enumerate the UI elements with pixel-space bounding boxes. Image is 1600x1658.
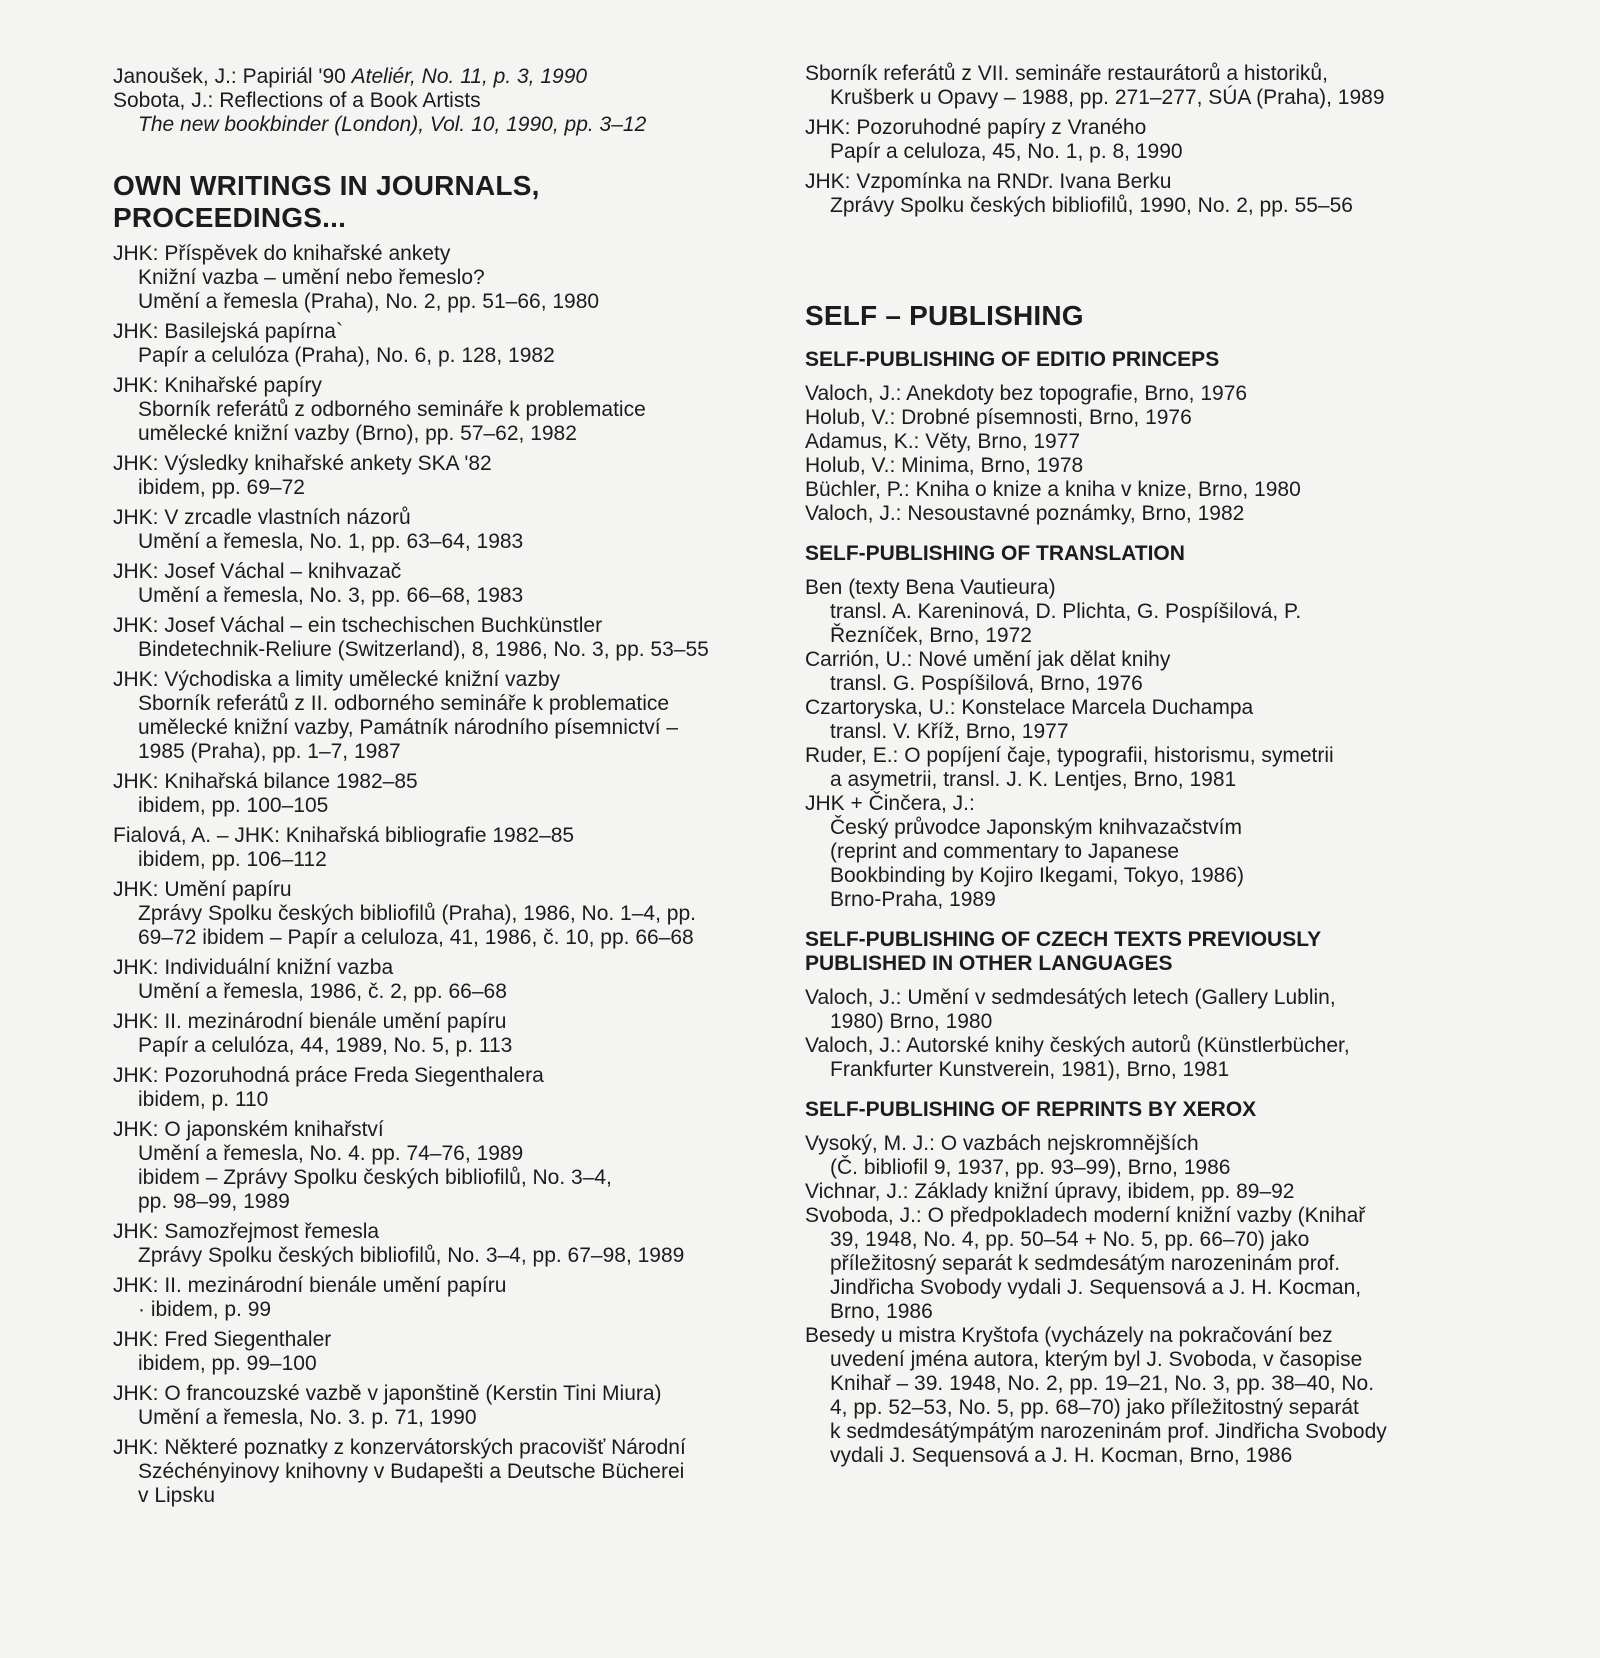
entry-continuation-line: uvedení jména autora, kterým byl J. Svoboda, v časopise [830,1348,1363,1371]
list-item [805,1180,1495,1204]
list-item [805,1324,1495,1468]
entry-continuation-line: Knihař – 39. 1948, No. 2, pp. 19–21, No. 3, pp. 38–40, No. [830,1372,1375,1395]
entry-line: Vichnar, J.: Základy knižní úpravy, ibidem, pp. 89–92 [805,1180,1295,1203]
entry-line: Besedy u mistra Kryštofa (vycházely na pokračování bez [805,1324,1333,1347]
entry-line: Valoch, J.: Autorské knihy českých autorů (Künstlerbücher, [805,1034,1350,1057]
intro-line-3: The new bookbinder (London), Vol. 10, 1990, pp. 3–12 [138,113,647,136]
left-column [113,65,793,1508]
right-column [805,62,1495,1468]
entry-continuation-line: Umění a řemesla (Praha), No. 2, pp. 51–66, 1980 [138,290,600,313]
entry-continuation-line: 1985 (Praha), pp. 1–7, 1987 [138,740,401,763]
list-item [805,1034,1495,1082]
list-item [805,986,1495,1034]
list-item [805,478,1495,502]
entry-line: JHK: Individuální knižní vazba [113,956,394,979]
list-item [113,1220,793,1268]
entry-continuation-line: umělecké knižní vazby, Památník národního písemnictví – [138,716,679,739]
list-item [113,1118,793,1214]
entry-continuation-line: transl. A. Kareninová, D. Plichta, G. Pospíšilová, P. [830,600,1302,623]
list-item [113,1274,793,1322]
entry-continuation-line: Brno-Praha, 1989 [830,888,996,911]
entry-continuation-line: Český průvodce Japonským knihvazačstvím [830,816,1242,839]
czech-texts-list [805,986,1495,1082]
entry-continuation-line: transl. V. Kříž, Brno, 1977 [830,720,1069,743]
list-item [113,668,793,764]
list-item [805,430,1495,454]
entry-line: JHK: O japonském knihařství [113,1118,384,1141]
list-item [113,1010,793,1058]
entry-continuation-line: Umění a řemesla, 1986, č. 2, pp. 66–68 [138,980,507,1003]
entry-continuation-line: 39, 1948, No. 4, pp. 50–54 + No. 5, pp. 66–70) jako [830,1228,1310,1251]
list-item [113,1436,793,1508]
editio-princeps-list [805,382,1495,526]
section-title-reprints-xerox: SELF-PUBLISHING OF REPRINTS BY XEROX [805,1098,1257,1121]
list-item [113,452,793,500]
entry-continuation-line: Széchényinovy knihovny v Budapešti a Deutsche Bücherei [138,1460,685,1483]
entry-continuation-line: Papír a celulóza (Praha), No. 6, p. 128, 1982 [138,344,555,367]
list-item [113,956,793,1004]
entry-continuation-line: Bindetechnik-Reliure (Switzerland), 8, 1986, No. 3, pp. 53–55 [138,638,709,661]
entry-line: JHK: O francouzské vazbě v japonštině (Kerstin Tini Miura) [113,1382,662,1405]
entry-line: JHK: Východiska a limity umělecké knižní vazby [113,668,560,691]
entry-line: JHK: Příspěvek do knihařské ankety [113,242,451,265]
list-item [805,502,1495,526]
entry-continuation-line: (reprint and commentary to Japanese [830,840,1180,863]
entry-continuation-line: Brno, 1986 [830,1300,933,1323]
section-title-czech-texts: SELF-PUBLISHING OF CZECH TEXTS PREVIOUSLY [805,928,1322,951]
entry-line: Sborník referátů z VII. semináře restaurátorů a historiků, [805,62,1328,85]
list-item [805,576,1495,648]
entry-line: Ruder, E.: O popíjení čaje, typografii, historismu, symetrii [805,744,1334,767]
entry-continuation-line: Krušberk u Opavy – 1988, pp. 271–277, SÚA (Praha), 1989 [830,86,1385,109]
entry-continuation-line: Papír a celuloza, 45, No. 1, p. 8, 1990 [830,140,1183,163]
section-heading-own-writings: OWN WRITINGS IN JOURNALS, [113,170,540,201]
own-writings-list [113,242,793,1508]
entry-line: Valoch, J.: Nesoustavné poznámky, Brno, 1982 [805,502,1245,525]
entry-continuation-line: 4, pp. 52–53, No. 5, pp. 68–70) jako příležitostný separát [830,1396,1359,1419]
list-item [113,1328,793,1376]
list-item [113,614,793,662]
entry-line: JHK: Josef Váchal – ein tschechischen Buchkünstler [113,614,603,637]
entry-line: JHK: Některé poznatky z konzervátorských pracovišť Národní [113,1436,686,1459]
list-item [113,770,793,818]
entry-line: JHK: II. mezinárodní bienále umění papíru [113,1010,507,1033]
entry-continuation-line: Umění a řemesla, No. 1, pp. 63–64, 1983 [138,530,524,553]
section-heading-own-writings-2: PROCEEDINGS... [113,202,347,233]
entry-continuation-line: Papír a celulóza, 44, 1989, No. 5, p. 113 [138,1034,513,1057]
list-item [805,744,1495,792]
entry-line: Vysoký, M. J.: O vazbách nejskromnějších [805,1132,1199,1155]
entry-continuation-line: Umění a řemesla, No. 3. p. 71, 1990 [138,1406,477,1429]
entry-continuation-line: v Lipsku [138,1484,216,1507]
list-item [113,320,793,368]
entry-continuation-line: (Č. bibliofil 9, 1937, pp. 93–99), Brno, 1986 [830,1156,1231,1179]
entry-line: Ben (texty Bena Vautieura) [805,576,1056,599]
entry-continuation-line: Zprávy Spolku českých bibliofilů, 1990, No. 2, pp. 55–56 [830,194,1353,217]
entry-continuation-line: pp. 98–99, 1989 [138,1190,290,1213]
entry-continuation-line: Zprávy Spolku českých bibliofilů (Praha), 1986, No. 1–4, pp. [138,902,696,925]
entry-line: Holub, V.: Drobné písemnosti, Brno, 1976 [805,406,1192,429]
list-item [805,454,1495,478]
reprints-xerox-list [805,1132,1495,1468]
intro-line-1: Janoušek, J.: Papiriál '90 Ateliér, No. 11, p. 3, 1990 [113,65,588,88]
entry-line: JHK: Knihařské papíry [113,374,322,397]
entry-line: JHK: Výsledky knihařské ankety SKA '82 [113,452,492,475]
entry-continuation-line: Zprávy Spolku českých bibliofilů, No. 3–4, pp. 67–98, 1989 [138,1244,685,1267]
main-heading-self-publishing: SELF – PUBLISHING [805,300,1084,331]
list-item [113,374,793,446]
entry-continuation-line: ibidem, pp. 69–72 [138,476,305,499]
entry-line: JHK: Knihařská bilance 1982–85 [113,770,418,793]
entry-continuation-line: ibidem, pp. 99–100 [138,1352,317,1375]
entry-line: JHK: V zrcadle vlastních názorů [113,506,411,529]
section-title-editio-princeps: SELF-PUBLISHING OF EDITIO PRINCEPS [805,348,1220,371]
list-item [113,824,793,872]
entry-line: Svoboda, J.: O předpokladech moderní knižní vazby (Knihař [805,1204,1366,1227]
list-item [805,382,1495,406]
entry-line: JHK: Pozoruhodná práce Freda Siegenthalera [113,1064,544,1087]
list-item [113,560,793,608]
entry-continuation-line: Umění a řemesla, No. 4. pp. 74–76, 1989 [138,1142,524,1165]
entry-line: Adamus, K.: Věty, Brno, 1977 [805,430,1081,453]
continued-entries-list [805,62,1495,218]
section-title-translation: SELF-PUBLISHING OF TRANSLATION [805,542,1185,565]
entry-continuation-line: Jindřicha Svobody vydali J. Sequensová a J. H. Kocman, [830,1276,1362,1299]
entry-line: Czartoryska, U.: Konstelace Marcela Duchampa [805,696,1254,719]
entry-line: JHK + Činčera, J.: [805,792,975,815]
entry-continuation-line: k sedmdesátýmpátým narozeninám prof. Jindřicha Svobody [830,1420,1387,1443]
entry-continuation-line: a asymetrii, transl. J. K. Lentjes, Brno, 1981 [830,768,1237,791]
entry-continuation-line: vydali J. Sequensová a J. H. Kocman, Brno, 1986 [830,1444,1293,1467]
entry-continuation-line: ibidem, pp. 100–105 [138,794,329,817]
entry-continuation-line: příležitosný separát k sedmdesátým narozeninám prof. [830,1252,1341,1275]
list-item [113,1064,793,1112]
entry-continuation-line: Sborník referátů z II. odborného semináře k problematice [138,692,670,715]
entry-line: Carrión, U.: Nové umění jak dělat knihy [805,648,1171,671]
list-item [113,242,793,314]
entry-line: Valoch, J.: Anekdoty bez topografie, Brno, 1976 [805,382,1248,405]
entry-continuation-line: ibidem, p. 110 [138,1088,269,1111]
entry-line: JHK: Samozřejmost řemesla [113,1220,380,1243]
entry-continuation-line: Frankfurter Kunstverein, 1981), Brno, 1981 [830,1058,1230,1081]
list-item [805,406,1495,430]
entry-line: Fialová, A. – JHK: Knihařská bibliografie 1982–85 [113,824,575,847]
section-title-czech-texts-2: PUBLISHED IN OTHER LANGUAGES [805,952,1173,975]
list-item [113,1382,793,1430]
entry-continuation-line: 69–72 ibidem – Papír a celuloza, 41, 1986, č. 10, pp. 66–68 [138,926,694,949]
entry-line: JHK: II. mezinárodní bienále umění papíru [113,1274,507,1297]
list-item [805,648,1495,696]
translation-list [805,576,1495,912]
entry-continuation-line: ibidem – Zprávy Spolku českých bibliofilů, No. 3–4, [138,1166,612,1189]
list-item [805,116,1495,164]
entry-continuation-line: Knižní vazba – umění nebo řemeslo? [138,266,485,289]
entry-continuation-line: 1980) Brno, 1980 [830,1010,993,1033]
entry-continuation-line: Sborník referátů z odborného semináře k problematice [138,398,646,421]
entry-continuation-line: · ibidem, p. 99 [138,1298,272,1321]
entry-line: Valoch, J.: Umění v sedmdesátých letech (Gallery Lublin, [805,986,1336,1009]
intro-line-2: Sobota, J.: Reflections of a Book Artists [113,89,481,112]
list-item [805,1204,1495,1324]
entry-continuation-line: Umění a řemesla, No. 3, pp. 66–68, 1983 [138,584,524,607]
list-item [805,696,1495,744]
entry-line: JHK: Umění papíru [113,878,292,901]
entry-continuation-line: ibidem, pp. 106–112 [138,848,327,871]
entry-line: JHK: Pozoruhodné papíry z Vraného [805,116,1147,139]
entry-line: Büchler, P.: Kniha o knize a kniha v knize, Brno, 1980 [805,478,1301,501]
list-item [805,1132,1495,1180]
entry-line: JHK: Basilejská papírna` [113,320,343,343]
entry-continuation-line: Řezníček, Brno, 1972 [830,624,1032,647]
entry-continuation-line: umělecké knižní vazby (Brno), pp. 57–62, 1982 [138,422,577,445]
entry-continuation-line: Bookbinding by Kojiro Ikegami, Tokyo, 1986) [830,864,1245,887]
entry-line: Holub, V.: Minima, Brno, 1978 [805,454,1084,477]
entry-line: JHK: Fred Siegenthaler [113,1328,332,1351]
entry-line: JHK: Josef Váchal – knihvazač [113,560,402,583]
entry-line: JHK: Vzpomínka na RNDr. Ivana Berku [805,170,1172,193]
entry-continuation-line: transl. G. Pospíšilová, Brno, 1976 [830,672,1143,695]
list-item [805,62,1495,110]
list-item [805,170,1495,218]
list-item [113,878,793,950]
list-item [805,792,1495,912]
list-item [113,506,793,554]
